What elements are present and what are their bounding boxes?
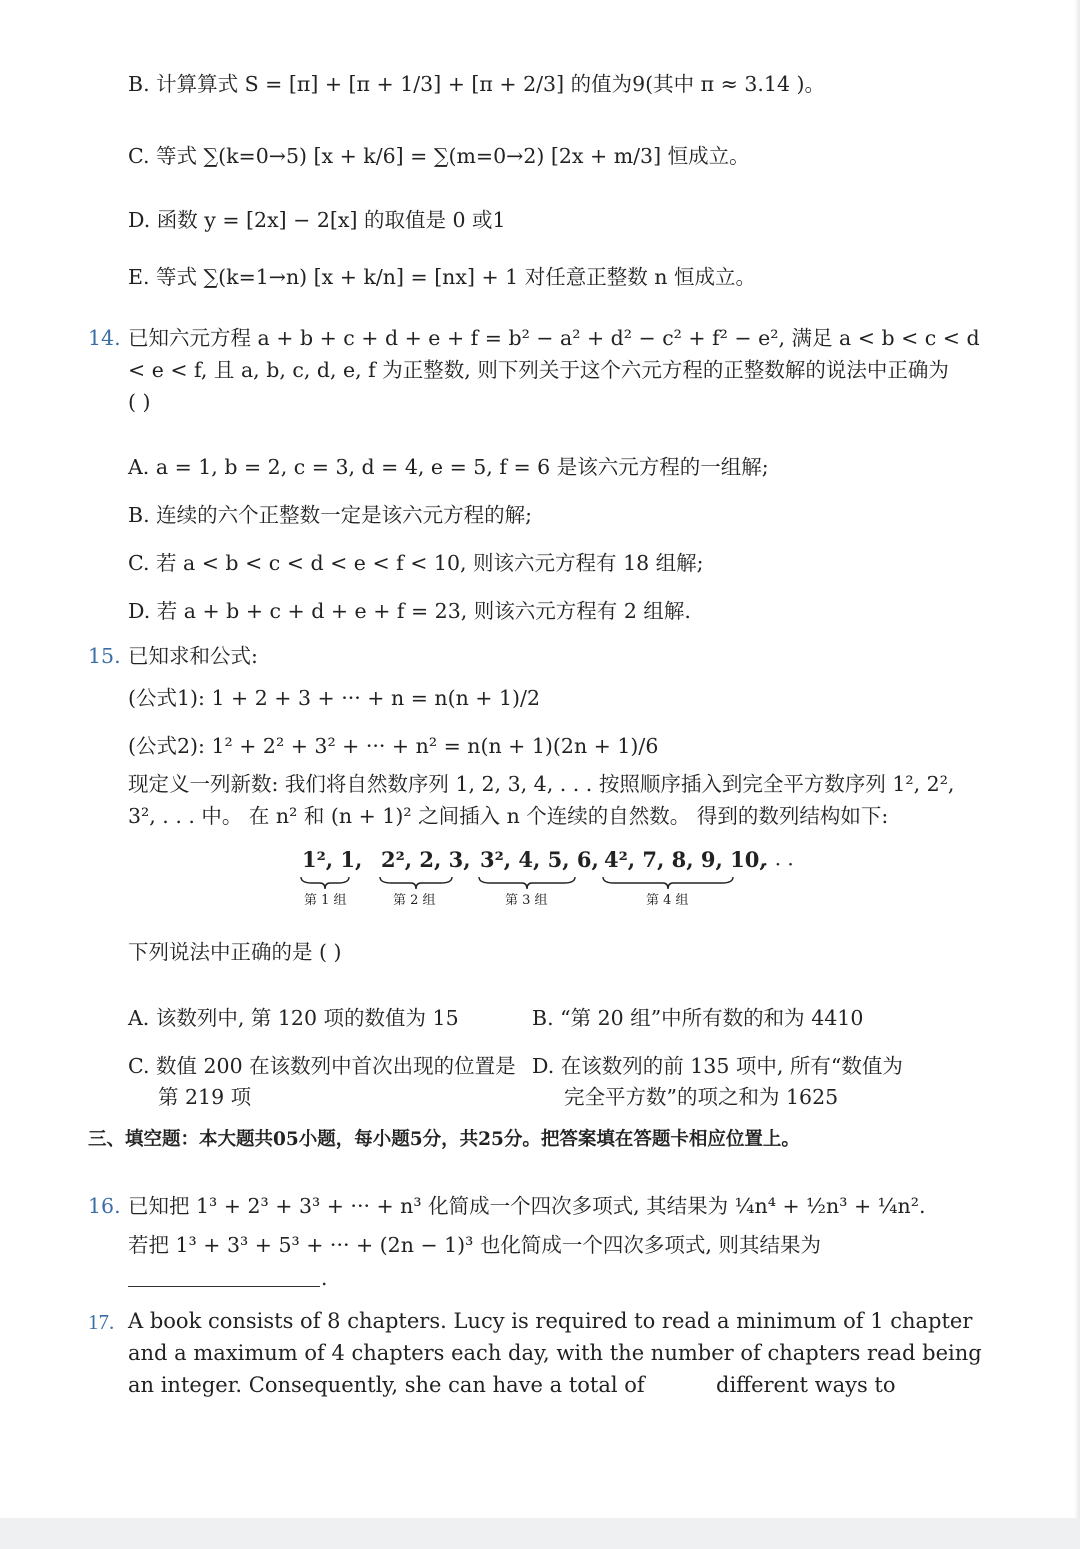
q15-group-1-seq: 1², 1, (302, 847, 363, 872)
q15-question: 下列说法中正确的是 ( ) (128, 940, 342, 964)
q15-group-1-brace (300, 876, 350, 890)
q15-group-2-label: 第 2 组 (393, 893, 436, 908)
q14-stem-line1: 已知六元方程 a + b + c + d + e + f = b² − a² + d² − c² + f² − e², 满足 a < b < c < d (128, 326, 980, 350)
q13-option-e: E. 等式 ∑(k=1→n) [x + k/n] = [nx] + 1 对任意正整数 n 恒成立。 (128, 265, 756, 289)
q15-group-3-seq: 3², 4, 5, 6, (480, 847, 599, 872)
q16-answer-blank[interactable] (128, 1286, 320, 1287)
q14-option-d: D. 若 a + b + c + d + e + f = 23, 则该六元方程有 2 组解. (128, 599, 691, 623)
q15-sequence-ellipsis: · · · (762, 852, 794, 876)
q13-option-b: B. 计算算式 S = [π] + [π + 1/3] + [π + 2/3] 的值为9(其中 π ≈ 3.14 )。 (128, 72, 826, 96)
q15-definition-line2: 3², . . . 中。 在 n² 和 (n + 1)² 之间插入 n 个连续的自然数。 得到的数列结构如下: (128, 804, 889, 828)
q17-stem-line2: and a maximum of 4 chapters each day, with the number of chapters read being (128, 1341, 982, 1365)
q17-stem-line3a: an integer. Consequently, she can have a total of (128, 1373, 645, 1397)
q16-stem-line2: 若把 1³ + 3³ + 5³ + ··· + (2n − 1)³ 也化简成一个四次多项式, 则其结果为 (128, 1233, 821, 1257)
q14-option-b: B. 连续的六个正整数一定是该六元方程的解; (128, 503, 533, 527)
q16-number: 16. (88, 1194, 121, 1218)
q17-stem-line3b: different ways to (716, 1373, 896, 1397)
q15-option-d-line2: 完全平方数”的项之和为 1625 (564, 1085, 839, 1109)
q15-option-d-line1: D. 在该数列的前 135 项中, 所有“数值为 (532, 1054, 903, 1078)
q15-group-4-seq: 4², 7, 8, 9, 10, (604, 847, 767, 872)
q16-stem-line1: 已知把 1³ + 2³ + 3³ + ··· + n³ 化简成一个四次多项式, 其结果为 ¼n⁴ + ½n³ + ¼n². (128, 1194, 926, 1218)
q14-stem-line2: < e < f, 且 a, b, c, d, e, f 为正整数, 则下列关于这个六元方程的正整数解的说法中正确为 (128, 358, 949, 382)
q17-number: 17. (88, 1310, 115, 1334)
q15-formula-1: (公式1): 1 + 2 + 3 + ··· + n = n(n + 1)/2 (128, 686, 540, 710)
q15-option-c-line1: C. 数值 200 在该数列中首次出现的位置是 (128, 1054, 516, 1078)
q15-group-4-brace (602, 876, 734, 890)
q15-group-1-label: 第 1 组 (304, 893, 347, 908)
q13-option-c: C. 等式 ∑(k=0→5) [x + k/6] = ∑(m=0→2) [2x + m/3] 恒成立。 (128, 144, 750, 168)
q15-option-c-line2: 第 219 项 (158, 1085, 252, 1109)
q13-option-d: D. 函数 y = [2x] − 2[x] 的取值是 0 或1 (128, 208, 506, 232)
q15-group-3-brace (478, 876, 576, 890)
q14-answer-paren: ( ) (128, 390, 151, 414)
q15-formula-2: (公式2): 1² + 2² + 3² + ··· + n² = n(n + 1)(2n + 1)/6 (128, 734, 659, 758)
q15-definition-line1: 现定义一列新数: 我们将自然数序列 1, 2, 3, 4, . . . 按照顺序插入到完全平方数序列 1², 2², (128, 772, 955, 796)
q15-number: 15. (88, 644, 121, 668)
q14-option-a: A. a = 1, b = 2, c = 3, d = 4, e = 5, f = 6 是该六元方程的一组解; (128, 455, 769, 479)
q15-group-3-label: 第 3 组 (505, 893, 548, 908)
q17-stem-line1: A book consists of 8 chapters. Lucy is required to read a minimum of 1 chapter (128, 1309, 973, 1333)
q15-intro: 已知求和公式: (128, 644, 258, 668)
page-right-shadow (1074, 0, 1080, 1518)
q14-option-c: C. 若 a < b < c < d < e < f < 10, 则该六元方程有 18 组解; (128, 551, 704, 575)
q15-group-2-brace (379, 876, 453, 890)
q15-option-a: A. 该数列中, 第 120 项的数值为 15 (128, 1006, 459, 1030)
q14-number: 14. (88, 326, 121, 350)
q16-period: . (321, 1266, 328, 1290)
q15-group-4-label: 第 4 组 (646, 893, 689, 908)
q15-group-2-seq: 2², 2, 3, (381, 847, 471, 872)
q15-option-b: B. “第 20 组”中所有数的和为 4410 (532, 1006, 864, 1030)
section-3-heading: 三、填空题：本大题共05小题，每小题5分，共25分。把答案填在答题卡相应位置上。 (88, 1129, 800, 1150)
viewer-bottom-bar (0, 1518, 1080, 1549)
